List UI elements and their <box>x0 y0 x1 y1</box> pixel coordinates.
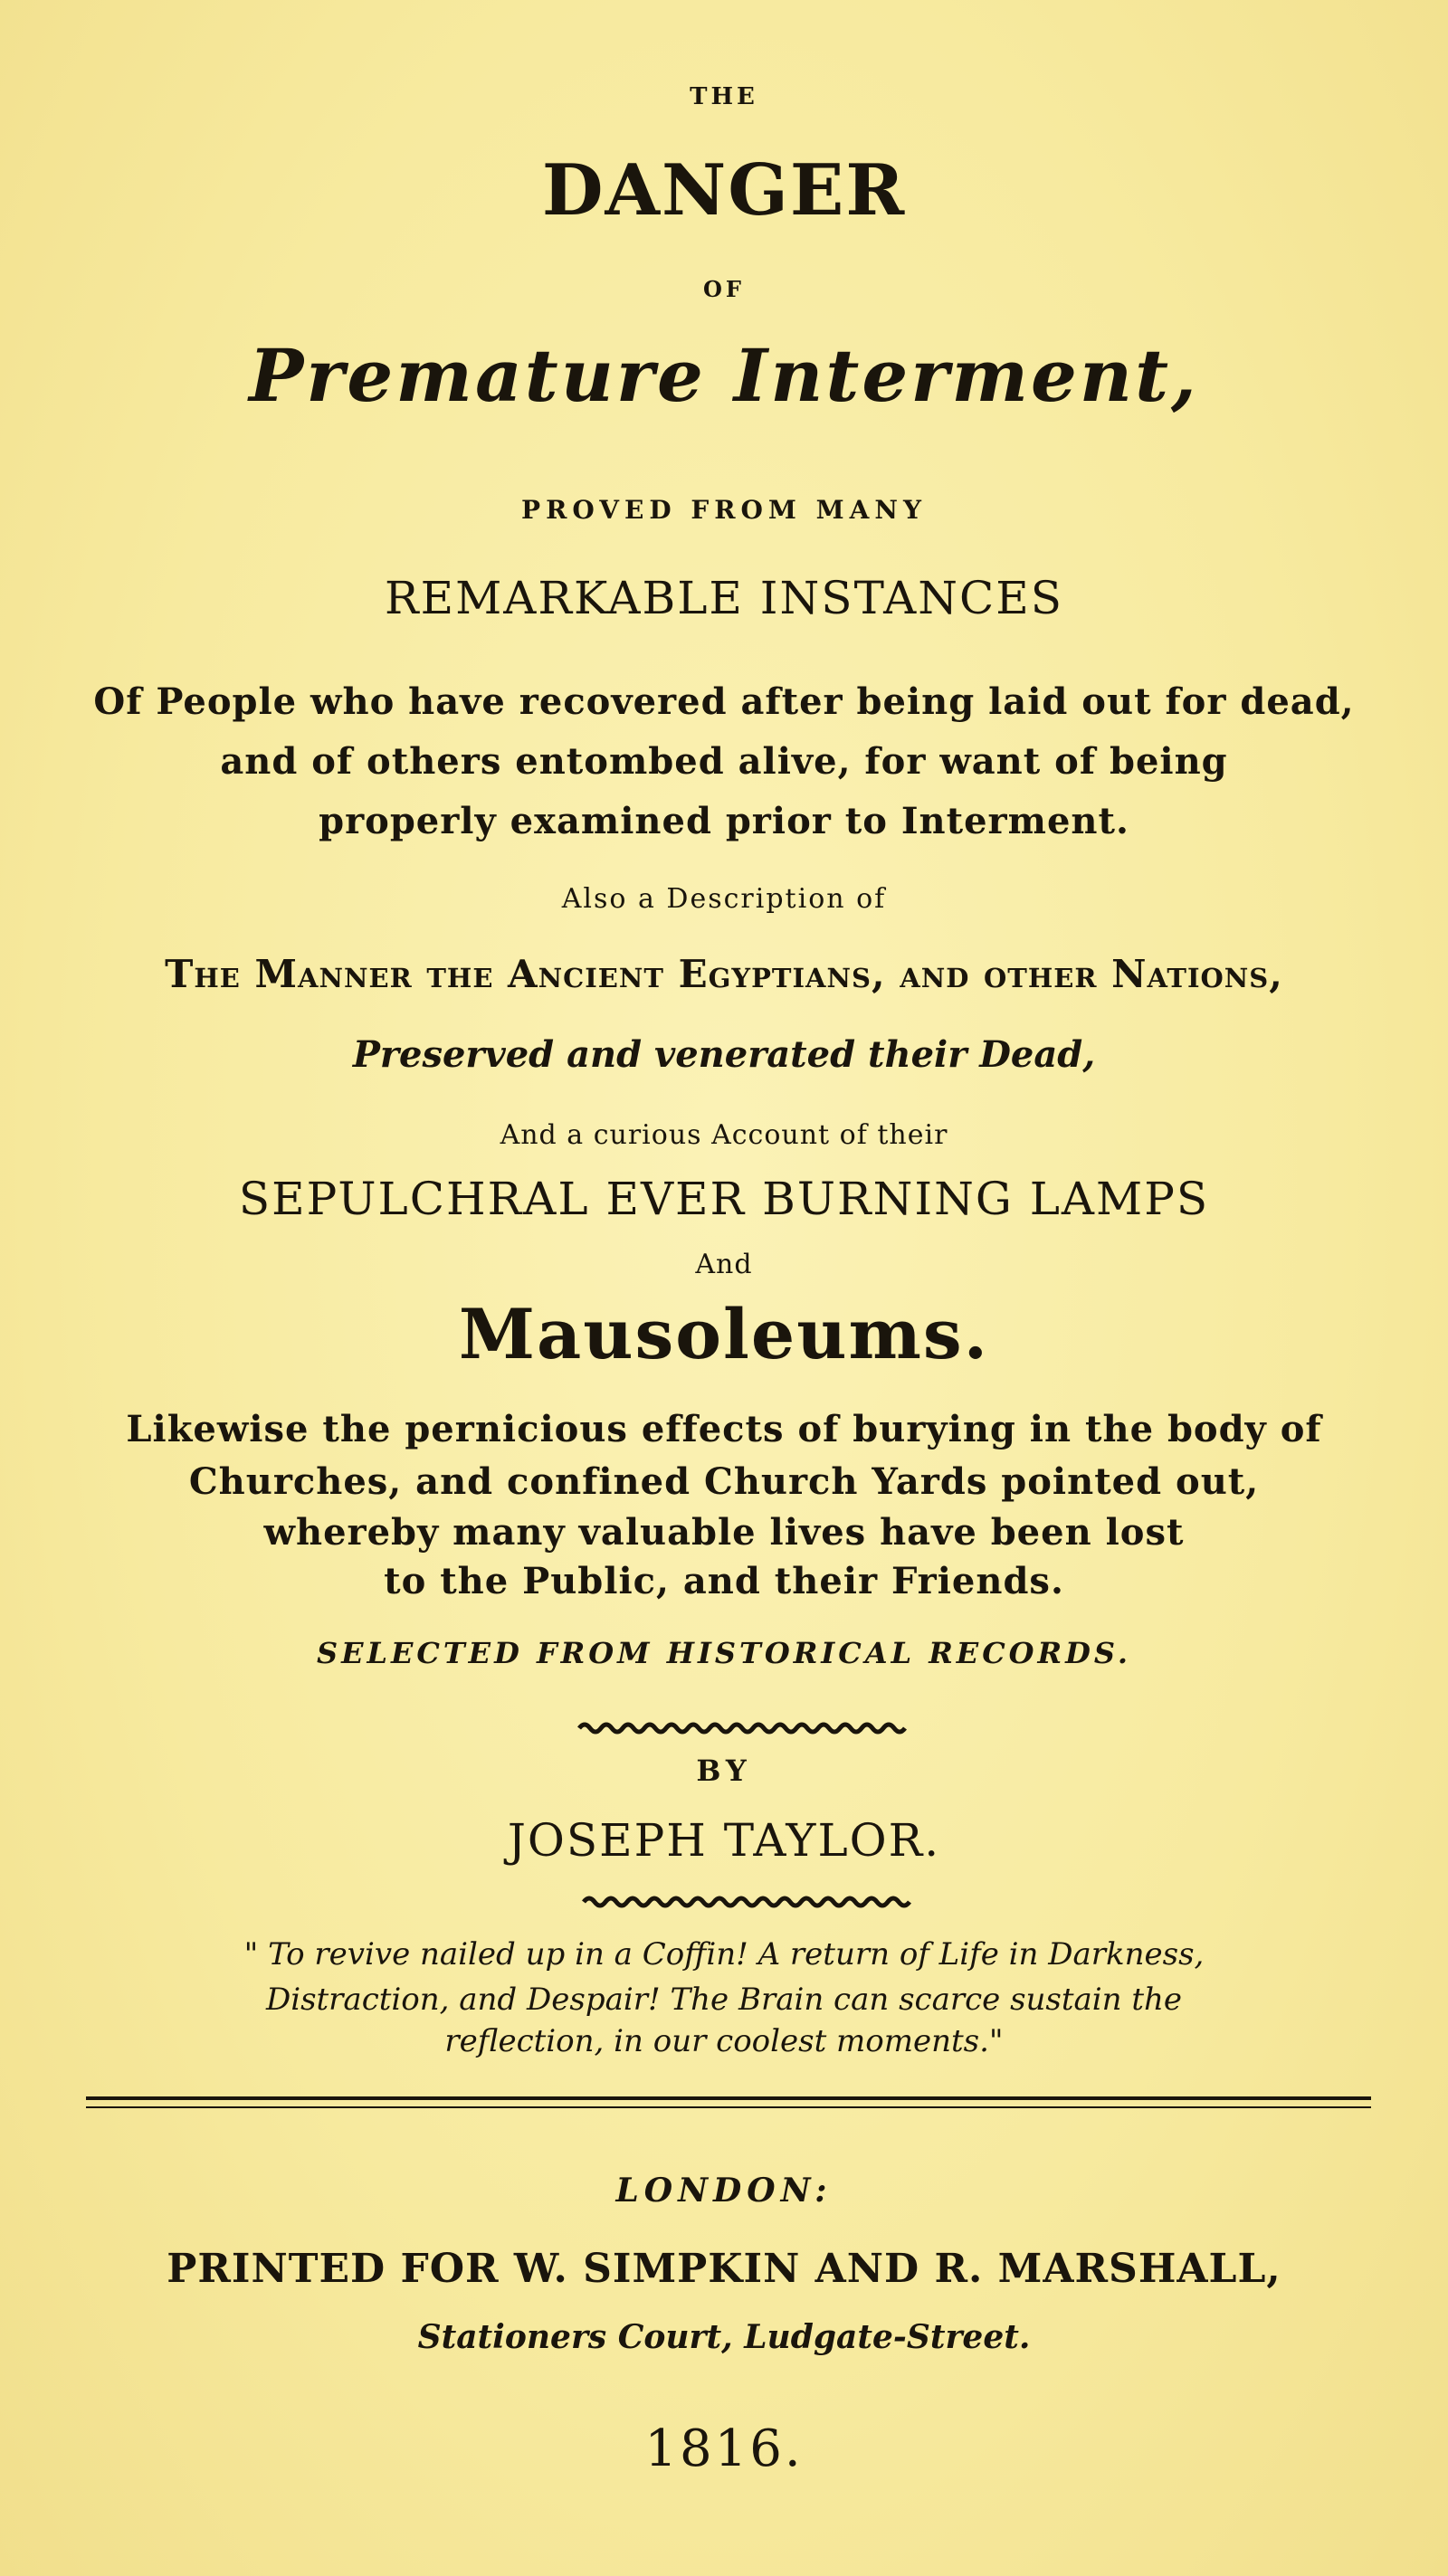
likewise-line-1: Likewise the pernicious effects of burying in the body of <box>126 1408 1322 1450</box>
by-line: BY <box>696 1754 752 1788</box>
double-rule-bottom <box>86 2106 1371 2108</box>
premature-interment-heading: Premature Interment, <box>249 333 1199 418</box>
preserved-line: Preserved and venerated their Dead, <box>352 1033 1096 1076</box>
curious-account: And a curious Account of their <box>500 1119 948 1151</box>
wavy-ornament-bottom <box>0 1893 1448 1911</box>
manner-line: The Manner the Ancient Egyptians, and other Nations, <box>165 952 1283 996</box>
instances-line-2: and of others entombed alive, for want of being <box>220 740 1228 783</box>
likewise-line-4: to the Public, and their Friends. <box>384 1560 1064 1602</box>
stationers-line: Stationers Court, Ludgate-Street. <box>417 2318 1031 2356</box>
double-rule-top <box>86 2096 1371 2100</box>
mausoleums-heading: Mausoleums. <box>458 1294 990 1374</box>
quote-line-3: reflection, in our coolest moments." <box>444 2023 1004 2059</box>
london-line: LONDON: <box>615 2172 833 2210</box>
likewise-line-3: whereby many valuable lives have been lost <box>263 1511 1185 1554</box>
quote-line-2: Distraction, and Despair! The Brain can scarce sustain the <box>265 1982 1183 2018</box>
selected-records: SELECTED FROM HISTORICAL RECORDS. <box>317 1636 1131 1670</box>
also-description: Also a Description of <box>561 883 887 915</box>
the-heading: THE <box>690 83 758 110</box>
likewise-line-2: Churches, and confined Church Yards pointed out, <box>188 1460 1260 1503</box>
quote-line-1: " To revive nailed up in a Coffin! A return of Life in Darkness, <box>243 1936 1205 1972</box>
and-line: And <box>695 1249 753 1280</box>
printed-for-line: PRINTED FOR W. SIMPKIN AND R. MARSHALL, <box>167 2246 1281 2292</box>
year-line: 1816. <box>644 2419 804 2478</box>
danger-heading: DANGER <box>541 149 907 232</box>
sepulchral-lamps: SEPULCHRAL EVER BURNING LAMPS <box>238 1173 1210 1225</box>
remarkable-instances: REMARKABLE INSTANCES <box>384 572 1064 624</box>
author-name: JOSEPH TAYLOR. <box>507 1814 941 1867</box>
instances-line-1: Of People who have recovered after being laid out for dead, <box>93 680 1355 723</box>
wavy-ornament-top <box>0 1719 1448 1737</box>
of-heading: OF <box>703 276 745 302</box>
proved-from-many: PROVED FROM MANY <box>521 495 927 525</box>
instances-line-3: properly examined prior to Interment. <box>319 800 1129 842</box>
